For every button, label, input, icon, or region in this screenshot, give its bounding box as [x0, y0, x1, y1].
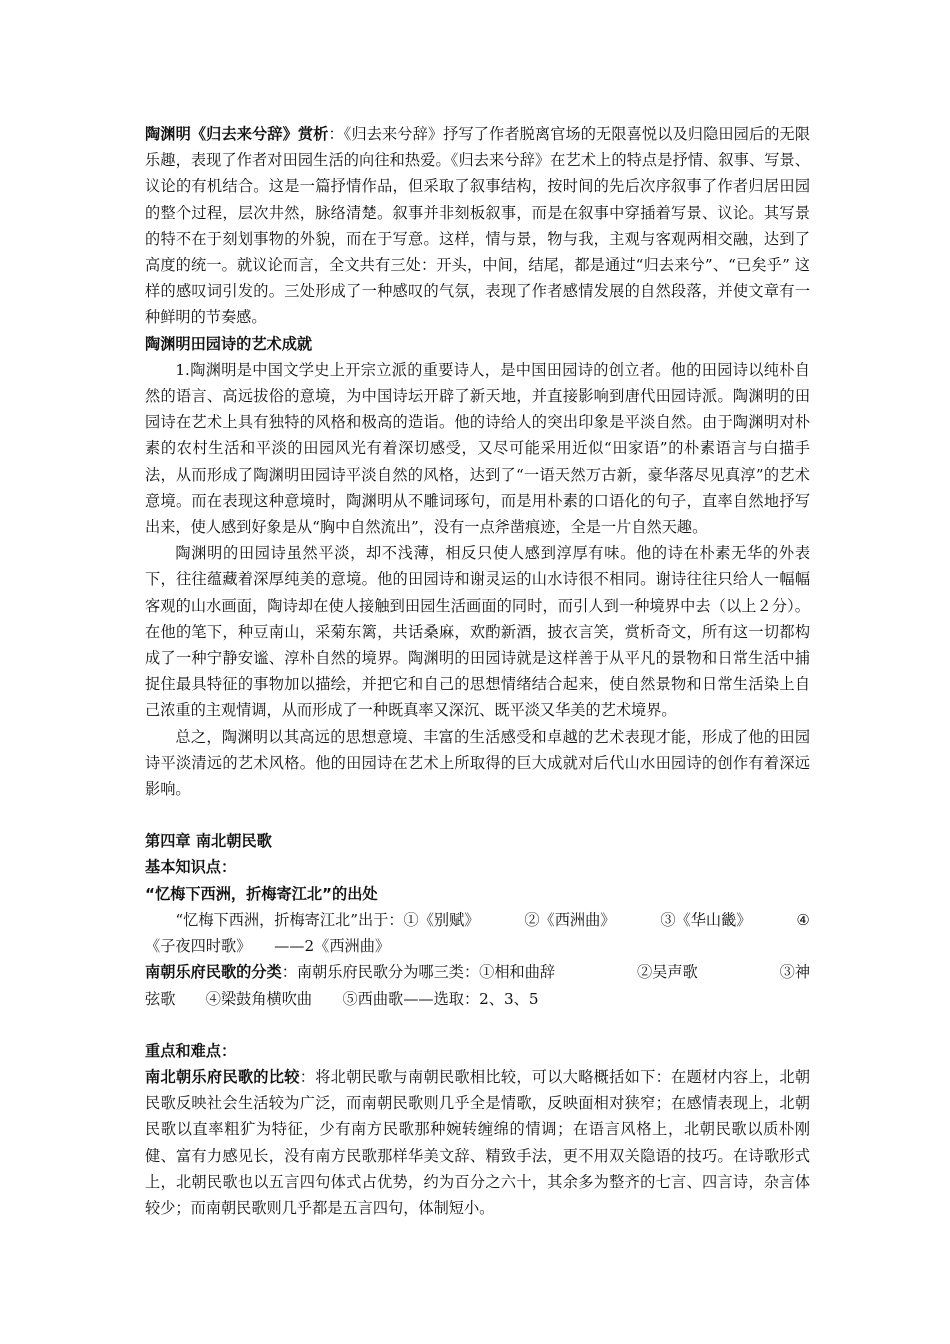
xizhou-answer-line: 《子夜四时歌》 ——2《西洲曲》	[145, 937, 391, 956]
document-page	[145, 121, 810, 1221]
comparison-paragraph	[145, 1064, 810, 1221]
comparison-text: ：将北朝民歌与南朝民歌相比较，可以大略概括如下：在题材内容上，北朝民歌反映社会生活较为广泛，而南朝民歌则几乎全是情歌，反映面相对狭窄；在感情表现上，北朝民歌以直率粗犷为特征，少有南方民歌那种婉转缠绵的情调；在语言风格上，北朝民歌以质朴刚健、富有力感见长，没有南方民歌那样华美文辞、精致手法，更不用双关隐语的技巧。在诗歌形式上，北朝民歌也以五言四句体式占优势，约为百分之六十，其余多为整齐的七言、四言诗，杂言体较少；而南朝民歌则几乎都是五言四句，体制短小。	[145, 1067, 811, 1217]
spacer	[145, 802, 810, 828]
chapter-title: 第四章 南北朝民歌	[145, 832, 272, 851]
xizhou-question-heading: “忆梅下西洲，折梅寄江北”的出处	[145, 884, 378, 903]
guiqulai-heading: 陶渊明《归去来兮辞》赏析	[145, 125, 329, 143]
tianyuan-paragraph-2: 陶渊明的田园诗虽然平淡，却不浅薄，相反只使人感到淳厚有味。他的诗在朴素无华的外表下，往往蕴藏着深厚纯美的意境。他的田园诗和谢灵运的山水诗很不相同。谢诗往往只给人一幅幅客观的山水画面，陶诗却在使人接触到田园生活画面的同时，而引人到一种境界中去（以上２分）。在他的笔下，种豆南山，采菊东篱，共话桑麻，欢酌新酒，披衣言笑，赏析奇文，所有这一切都构成了一种宁静安谧、淳朴自然的境界。陶渊明的田园诗就是这样善于从平凡的景物和日常生活中捕捉住最具特征的事物加以描绘，并把它和自己的思想情绪结合起来，使自然景物和日常生活染上自己浓重的主观情调，从而形成了一种既真率又深沉、既平淡又华美的艺术境界。	[145, 544, 810, 720]
tianyuan-paragraph-1: 1.陶渊明是中国文学史上开宗立派的重要诗人，是中国田园诗的创立者。他的田园诗以纯朴自然的语言、高远拔俗的意境，为中国诗坛开辟了新天地，并直接影响到唐代田园诗派。陶渊明的田园诗在艺术上具有独特的风格和极高的造诣。他的诗给人的突出印象是平淡自然。由于陶渊明对朴素的农村生活和平淡的田园风光有着深切感受，又尽可能采用近似“田家语”的朴素语言与白描手法，从而形成了陶渊明田园诗平淡自然的风格，达到了“一语天然万古新，豪华落尽见真淳”的艺术意境。而在表现这种意境时，陶渊明从不雕词琢句，而是用朴素的口语化的句子，直率自然地抒写出来，使人感到好象是从“胸中自然流出”，没有一点斧凿痕迹，全是一片自然天趣。	[145, 360, 810, 537]
spacer	[145, 1012, 810, 1038]
xizhou-option-1: “忆梅下西洲，折梅寄江北”出于：①《别赋》	[175, 910, 480, 929]
key-points-heading: 重点和难点：	[145, 1041, 237, 1060]
guiqulai-text: ：《归去来兮辞》抒写了作者脱离官场的无限喜悦以及归隐田园后的无限乐趣，表现了作者对田园生活的向往和热爱。《归去来兮辞》在艺术上的特点是抒情、叙事、写景、议论的有机结合。这是一篇抒情作品，但采取了叙事结构，按时间的先后次序叙事了作者归居田园的整个过程，层次井然，脉络清楚。叙事并非刻板叙事，而是在叙事中穿插着写景、议论。其写景的特不在于刻划事物的外貌，而在于写意。这样，情与景，物与我，主观与客观两相交融，达到了高度的统一。就议论而言，全文共有三处：开头，中间，结尾，都是通过“归去来兮”、“已矣乎” 这样的感叹词引发的。三处形成了一种感叹的气氛，表现了作者感情发展的自然段落，并使文章有一种鲜明的节奏感。	[145, 125, 811, 327]
xizhou-option-3: ③《华山畿》	[660, 910, 752, 929]
comparison-heading: 南北朝乐府民歌的比较	[145, 1067, 300, 1086]
guiqulai-paragraph	[145, 121, 810, 331]
xizhou-option-2: ②《西洲曲》	[524, 910, 616, 929]
yuefu-classification-heading: 南朝乐府民歌的分类	[145, 963, 282, 982]
yuefu-option-3: ③神	[779, 963, 810, 982]
yuefu-option-1: ：南朝乐府民歌分为哪三类：①相和曲辞	[281, 963, 556, 982]
yuefu-option-2: ②吴声歌	[636, 963, 698, 982]
yuefu-answer-line: 弦歌 ④梁鼓角横吹曲 ⑤西曲歌——选取：2、3、5	[145, 989, 539, 1008]
yuefu-options-line	[145, 959, 810, 985]
basic-knowledge-heading: 基本知识点：	[145, 858, 237, 877]
xizhou-options-line	[145, 907, 810, 933]
xizhou-option-4: ④	[796, 910, 810, 929]
tianyuan-heading: 陶渊明田园诗的艺术成就	[145, 334, 313, 353]
tianyuan-paragraph-3: 总之，陶渊明以其高远的思想意境、丰富的生活感受和卓越的艺术表现才能，形成了他的田园诗平淡清远的艺术风格。他的田园诗在艺术上所取得的巨大成就对后代山水田园诗的创作有着深远影响。	[145, 727, 810, 799]
